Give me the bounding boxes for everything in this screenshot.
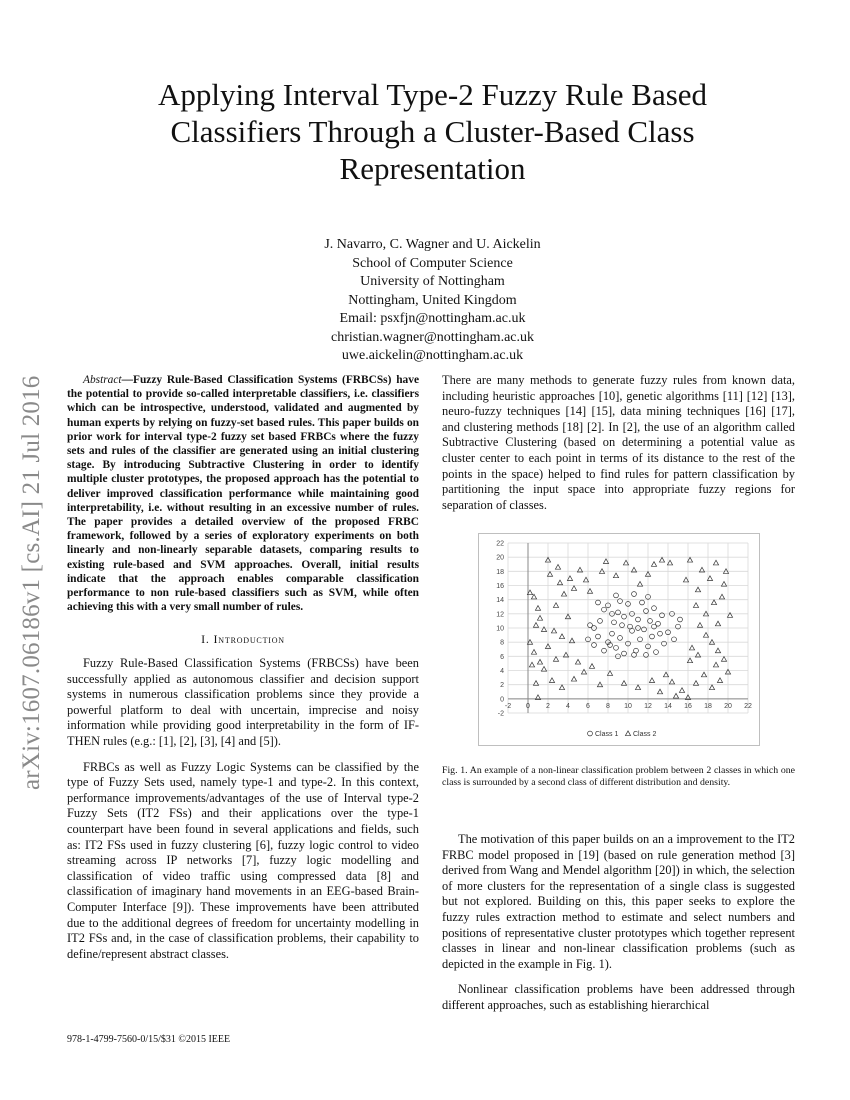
- arxiv-identifier: arXiv:1607.06186v1 [cs.AI] 21 Jul 2016: [18, 375, 45, 790]
- author-city: Nottingham, United Kingdom: [348, 292, 517, 308]
- author-univ: University of Nottingham: [360, 274, 505, 289]
- abstract-text: —Fuzzy Rule-Based Classification Systems (FRBCSs) have the potential to provide so-called interpretable classifiers, i.e. classifiers which can be introspective, understood, validated and augmented by human experts by relying on fuzzy-set based rules. This paper builds on prior work for interval type-2 fuzzy set based FRBCs where the fuzzy sets and rules of the classifier are generated using an initial clustering stage. By introducing Subtractive Clustering in order to identify multiple cluster prototypes, the proposed approach has the potential to deliver improved classification performance while maintaining good interpretability, i.e. without resulting in an excessive number of rules. The paper provides a detailed overview of the proposed FRBC framework, followed by a series of exploratory experiments on both linearly and non-linearly separable datasets, comparing results to existing rule-based and SVM approaches. Overall, initial results indicate that the approach enables comparable classification performance to non rule-based classifiers such as SVM, while often achieving this with a very small number of rules.: [67, 374, 419, 614]
- y-tick-label: 4: [500, 668, 504, 675]
- y-tick-label: 10: [496, 625, 504, 633]
- x-tick-label: 2: [546, 702, 550, 710]
- y-tick-label: 8: [500, 639, 504, 647]
- figure-caption: Fig. 1. An example of a non-linear classification problem between 2 classes in which one class is surrounded by a second class of different distribution and density.: [442, 765, 795, 789]
- title-line: Classifiers Through a Cluster-Based Class: [170, 114, 695, 149]
- y-tick-label: 0: [500, 696, 504, 704]
- intro-paragraph: Fuzzy Rule-Based Classification Systems (FRBCSs) have been successfully applied as autonomous classifier and decision support systems in numerous classification problems since they provide a powerful platform to deal with uncertain, imprecise and noisy information while providing good interpretability in the form of IF-THEN rules (e.g.: [1], [2], [3], [4] and [5]).: [67, 656, 419, 749]
- y-tick-label: 16: [496, 583, 504, 590]
- title-line: Applying Interval Type-2 Fuzzy Rule Based: [157, 77, 708, 112]
- author-email[interactable]: uwe.aickelin@nottingham.ac.uk: [341, 348, 524, 363]
- y-tick-label: 14: [496, 597, 504, 605]
- section-heading-introduction: I. Introduction: [201, 632, 285, 647]
- y-tick-label: 12: [496, 611, 504, 619]
- abstract-label: Abstract: [83, 374, 122, 386]
- left-column: [67, 373, 419, 962]
- legend-label-class-1: Class 1: [595, 731, 619, 738]
- x-tick-label: -2: [504, 702, 512, 710]
- legend-label-class-2: Class 2: [633, 731, 657, 738]
- x-tick-label: 12: [644, 702, 652, 710]
- x-tick-label: 16: [684, 702, 692, 710]
- x-tick-label: 18: [704, 702, 712, 710]
- figure-1: [478, 533, 760, 746]
- title-line: Representation: [339, 151, 526, 186]
- x-tick-label: 20: [724, 702, 732, 710]
- x-tick-label: 0: [526, 702, 530, 710]
- y-tick-label: 22: [496, 540, 504, 548]
- x-tick-label: 22: [744, 702, 752, 710]
- paper-title: [100, 76, 765, 187]
- body-paragraph: The motivation of this paper builds on an a improvement to the IT2 FRBC model proposed in [19] (based on rule generation method [3] derived from Wang and Mendel algorithm [20]) in which, the selection of more clusters for the representation of a single class is suggested but not explored. Building on this, this paper seeks to explore the fuzzy rules extraction method to estimate and select numbers and positions of representative cluster prototypes which together represent classes in linear and non-linear classification problems (such as depicted in the example in Fig. 1).: [442, 832, 795, 971]
- author-email[interactable]: Email: psxfjn@nottingham.ac.uk: [339, 311, 526, 326]
- x-tick-label: 8: [606, 702, 610, 710]
- author-block: [200, 236, 665, 366]
- body-paragraph: There are many methods to generate fuzzy rules from known data, including heuristic approaches [10], genetic algorithms [11] [12] [13], neuro-fuzzy techniques [14] [15], data mining techniques [16] [17], and clustering methods [18] [2]. In [2], the use of an algorithm called Subtractive Clustering (based on determining a potential value as cluster center to each point in terms of its distance to the rest of the points in the space) helped to find rules for pattern classification by partitioning the input space into appropriate fuzzy regions for separation of classes.: [442, 373, 795, 512]
- y-tick-label: 6: [500, 653, 504, 661]
- right-column-top: [442, 373, 795, 513]
- y-tick-label: 18: [496, 568, 504, 576]
- x-tick-label: 14: [664, 702, 672, 710]
- author-dept: School of Computer Science: [352, 255, 513, 271]
- scatter-chart: [478, 533, 760, 746]
- x-tick-label: 4: [566, 702, 570, 710]
- chart-frame: [479, 534, 760, 746]
- y-tick-label: 20: [496, 554, 504, 562]
- abstract: [67, 373, 419, 614]
- x-tick-label: 6: [586, 702, 590, 710]
- body-paragraph: Nonlinear classification problems have been addressed through different approaches, such as establishing hierarchical: [442, 982, 795, 1012]
- y-tick-label: -2: [497, 710, 504, 718]
- copyright-footer: 978-1-4799-7560-0/15/$31 ©2015 IEEE: [67, 1034, 231, 1045]
- x-tick-label: 10: [624, 702, 632, 710]
- y-tick-label: 2: [500, 682, 504, 690]
- author-email[interactable]: christian.wagner@nottingham.ac.uk: [331, 329, 534, 345]
- right-column-bottom: [442, 832, 795, 1014]
- intro-paragraph: FRBCs as well as Fuzzy Logic Systems can be classified by the type of Fuzzy Sets used, namely type-1 and type-2. In this context, performance improvements/advantages of the use of Interval type-2 Fuzzy Sets (IT2 FSs) and their applications over the type-1 counterpart have been found in several applications and fields, such as: IT2 FSs used in fuzzy clustering [6], fuzzy logic control to video streaming across IP networks [7], fuzzy logic modelling and classification of video traffic using compressed data [8] and classification of imaginary hand movements in an EEG-based Brain-Computer Interface [9]). These improvements have been attributed due to the additional degrees of freedom for uncertainty modelling in IT2 FSs and, in the case of classification problems, their capability to define/represent abstract classes.: [67, 759, 419, 961]
- author-names: J. Navarro, C. Wagner and U. Aickelin: [324, 237, 541, 252]
